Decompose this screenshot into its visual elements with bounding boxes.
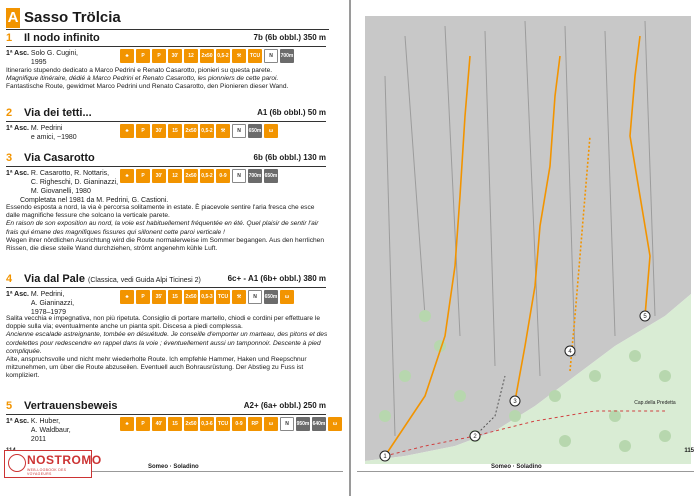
- route-icon: 2x50: [200, 49, 214, 63]
- route-icon: ♣: [120, 290, 134, 304]
- route-grade: A1 (6b obbl.) 50 m: [257, 108, 326, 117]
- route-icon: P: [136, 169, 150, 183]
- point-label-1: 1: [383, 454, 387, 460]
- page-number: 115: [684, 448, 694, 454]
- route-icon: N: [264, 49, 278, 63]
- route-icon: 0,5-2: [200, 124, 214, 138]
- route-icons: [120, 124, 278, 138]
- route-icon: N: [280, 417, 294, 431]
- route-icon: P: [136, 290, 150, 304]
- route-icons: [120, 49, 294, 63]
- point-label-3: 3: [513, 399, 517, 405]
- route-icon: 35': [152, 290, 166, 304]
- route-icon: ♣: [120, 49, 134, 63]
- route-number: 1: [6, 32, 13, 44]
- route-name: Via dal Pale (Classica, vedi Guida Alpi Ticinesi 2): [24, 273, 201, 285]
- route-icon: 2x50: [184, 290, 198, 304]
- route-icons: [120, 169, 278, 183]
- route-icon: ω: [264, 417, 278, 431]
- route-icons: [120, 290, 294, 304]
- route-icon: 15: [168, 124, 182, 138]
- first-ascent: 1ª Asc. R. Casarotto, R. Nottaris, C. Righeschi, D. Gianinazzi, M. Giovanelli, 1980 Completata nel 1981 da M. Pedrini, G. Castioni.: [6, 170, 169, 204]
- route-icon: 2x50: [184, 417, 198, 431]
- route-icon: ⚒: [232, 49, 246, 63]
- route-icon: P: [136, 49, 150, 63]
- point-label-4: 4: [568, 349, 572, 355]
- route-icon: 0,3-6: [200, 417, 214, 431]
- route-icon: TCU: [248, 49, 262, 63]
- route-grade: 7b (6b obbl.) 350 m: [253, 33, 326, 42]
- route-icon: N: [232, 124, 246, 138]
- route-icon: 0-9: [216, 169, 230, 183]
- route-topo-drawing: [365, 16, 691, 464]
- route-icon: 650m: [264, 290, 278, 304]
- route-icon: 0,5-3: [200, 290, 214, 304]
- route-icon: 2x50: [184, 169, 198, 183]
- first-ascent: 1ª Asc. K. Huber, A. Waldbaur, 2011: [6, 418, 71, 443]
- route-icon: ω: [280, 290, 294, 304]
- footer-text: Someo · Soladino: [491, 464, 542, 470]
- route-4-description: Salita vecchia e impegnativa, non più ripetuta. Consiglio di portare martello, chiodi e cordini per effettuare le doppie sulla via; eventualmente anche un pianta spit. Discesa a piedi complessa. Ancienne escalade astreignante, tombée en désuétude. Je conseille d'emporter un marteau, des pitons et des cordelettes pour redescendre en rappel dans la voie ; éventuellement aussi un tamponnoir. Descente à pied compliquée. Alte, anspruchsvolle und nicht mehr wiederholte Route. Ich empfehle Hammer, Haken und Reepschnur mitzunehmen, um über die Route abzuseilen. Eventuell auch Bohrausrüstung. Der Abstieg zu Fuss ist kompliziert.: [6, 315, 328, 380]
- route-icon: RP: [248, 417, 262, 431]
- route-icon: 15: [168, 290, 182, 304]
- globe-icon: [8, 454, 26, 472]
- route-icon: TCU: [216, 290, 230, 304]
- route-icon: 30': [152, 169, 166, 183]
- route-3-description: Essendo esposta a nord, la via è percorsa solitamente in estate. È piacevole sentire l'aria fresca che esce dalle magnifiche fessure che solcano la verticale parete. En raison de son exposition au nord, la voie est habituellement fréquentée en été. Quel plaisir de sentir l'air frais qui émane des magnifiques fissures qui sillonent cette paroi verticale ! Wegen ihrer nördlichen Ausrichtung wird die Route normalerweise im Sommer begangen. Aus den herrlichen Rissen, die diese steile Wand durchziehen, strömt angenehm kühle Luft.: [6, 204, 325, 253]
- route-name: Il nodo infinito: [24, 32, 100, 44]
- route-icon: 12: [184, 49, 198, 63]
- section-title: Sasso Trölcia: [24, 9, 121, 26]
- route-icon: 700m: [248, 169, 262, 183]
- route-subtitle: (Classica, vedi Guida Alpi Ticinesi 2): [88, 277, 201, 284]
- nostromo-logo: NOSTROMO WEB-LOGBOOK DES VOYAGEURS: [4, 450, 92, 478]
- route-name: Via Casarotto: [24, 152, 95, 164]
- route-grade: A2+ (6a+ obbl.) 250 m: [243, 401, 326, 410]
- route-icon: 700m: [280, 49, 294, 63]
- route-icon: N: [248, 290, 262, 304]
- first-ascent: 1ª Asc. M. Pedrini, A. Gianinazzi, 1978–1979: [6, 291, 75, 316]
- place-label: Cap.della Predetta: [634, 400, 676, 406]
- route-icon: TCU: [216, 417, 230, 431]
- route-icon: 950m: [296, 417, 310, 431]
- route-icon: 15: [168, 417, 182, 431]
- section-letter: A: [7, 9, 19, 26]
- route-1-description: Itinerario stupendo dedicato a Marco Pedrini e Renato Casarotto, pionieri su questa parete. Magnifique itinéraire, dédié à Marco Pedrini et Renato Casarotto, les pionniers de cette paroi. Fantastische Route, gewidmet Marco Pedrini und Renato Casarotto, den Pionieren dieser Wand.: [6, 67, 289, 91]
- route-icon: ω: [264, 124, 278, 138]
- route-grade: 6b (6b obbl.) 130 m: [253, 153, 326, 162]
- route-icon: P: [152, 49, 166, 63]
- route-icon: P: [136, 417, 150, 431]
- route-icon: ♣: [120, 169, 134, 183]
- footer-text: Someo · Soladino: [148, 464, 199, 470]
- route-icon: P: [136, 124, 150, 138]
- route-icon: ⚒: [216, 124, 230, 138]
- route-icon: ♣: [120, 124, 134, 138]
- route-icon: 0,5-2: [216, 49, 230, 63]
- left-page: A Sasso Trölcia 1 Il nodo infinito 7b (6b obbl.) 350 m 1ª Asc. Solo G. Cugini, 1995 ♣ P P 30' 12 2x50 0,5-2 ⚒ TCU N 700m Itinerario stupendo dedicato a Marco Pedrini e Renato Casarotto, pionieri su questa parete. Magnifique itinéraire, dédié à Marco Pedrini et Renato Casarotto, les pionniers de cette paroi. Fantastische Route, gewidmet Marco Pedrini und Renato Casarotto, den Pionieren dieser Wand. 2 Via dei tetti... A1 (6b obbl.) 50 m 1ª Asc. M. Pedrini e amici, ~1980 ♣ P 30' 15 2x50 0,5-2 ⚒ N 650m ω 3 Via Casarotto 6b (6b obbl.) 130 m 1ª Asc. R. Casarotto, R. Nottaris, C. Righeschi, D. Gianinazzi, M. Giovanelli, 1980 Completata nel 1981 da M. Pedrini, G. Castioni. ♣ P 30' 12 2x50 0,5-2 0-9 N 700m 650m Essendo esposta a nord, la via è percorsa solitamente in estate. È piacevole sentire l'aria fresca che esce dalle magnifiche fessure che solcano la verticale parete. En raison de son exposition au nord, la voie est habituellement fréquentée en été. Quel plaisir de sentir l'air frais qui émane des magnifiques fissures qui sillonent cette paroi verticale ! Wegen ihrer nördlichen Ausrichtung wird die Route normalerweise im Sommer begangen. Aus den herrlichen Rissen, die diese steile Wand durchziehen, strömt angenehm kühle Luft. 4 Via dal Pale (Classica, vedi Guida Alpi Ticinesi 2) 6c+ - A1 (6b+ obbl.) 380 m 1ª Asc. M. Pedrini, A. Gianinazzi, 1978–1979 ♣ P 35' 15 2x50 0,5-3 TCU ⚒ N 650m ω Salita vecchia e impegnativa, non più ripetuta. Consiglio di portare martello, chiodi e cordini per effettuare le doppie sulla via; eventualmente anche un pianta spit. Discesa a piedi complessa. Ancienne escalade astreignante, tombée en désuétude. Je conseille d'emporter un marteau, des pitons et des cordelettes pour redescendre en rappel dans la voie ; éventuellement aussi un tamponnoir. Descente à pied compliquée. Alte, anspruchsvolle und nicht mehr wiederholte Route. Ich empfehle Hammer, Haken und Reepschnur mitzunehmen, um über die Route abzuseilen. Eventuell auch Bohrausrüstung. Der Abstieg zu Fuss ist kompliziert. 5 Vertrauensbeweis A2+ (6a+ obbl.) 250 m 1ª Asc. K. Huber, A. Waldbaur, 2011 ♣ P 40' 15 2x50 0,3-6 TCU 0-9 RP ω N 950m 640m ω Someo · Soladino NOSTROMO WEB-LOGBOOK DES VOYAGEURS: [0, 0, 349, 496]
- point-label-5: 5: [643, 314, 647, 320]
- route-icon: 0,5-2: [200, 169, 214, 183]
- section-header: [0, 8, 349, 28]
- route-icon: 640m: [312, 417, 326, 431]
- point-label-2: 2: [473, 434, 477, 440]
- route-icon: ♣: [120, 417, 134, 431]
- route-icons: [120, 417, 342, 431]
- route-icon: 650m: [248, 124, 262, 138]
- route-icon: 12: [168, 169, 182, 183]
- right-page: [351, 0, 700, 496]
- route-icon: N: [232, 169, 246, 183]
- first-ascent: 1ª Asc. Solo G. Cugini, 1995: [6, 50, 79, 66]
- first-ascent: 1ª Asc. M. Pedrini e amici, ~1980: [6, 125, 77, 141]
- route-icon: 30': [168, 49, 182, 63]
- route-icon: 650m: [264, 169, 278, 183]
- route-icon: ω: [328, 417, 342, 431]
- route-icon: 2x50: [184, 124, 198, 138]
- route-icon: 30': [152, 124, 166, 138]
- route-icon: 0-9: [232, 417, 246, 431]
- route-icon: ⚒: [232, 290, 246, 304]
- route-grade: 6c+ - A1 (6b+ obbl.) 380 m: [227, 274, 326, 283]
- route-name: Via dei tetti...: [24, 107, 92, 119]
- route-name: Vertrauensbeweis: [24, 400, 118, 412]
- route-icon: 40': [152, 417, 166, 431]
